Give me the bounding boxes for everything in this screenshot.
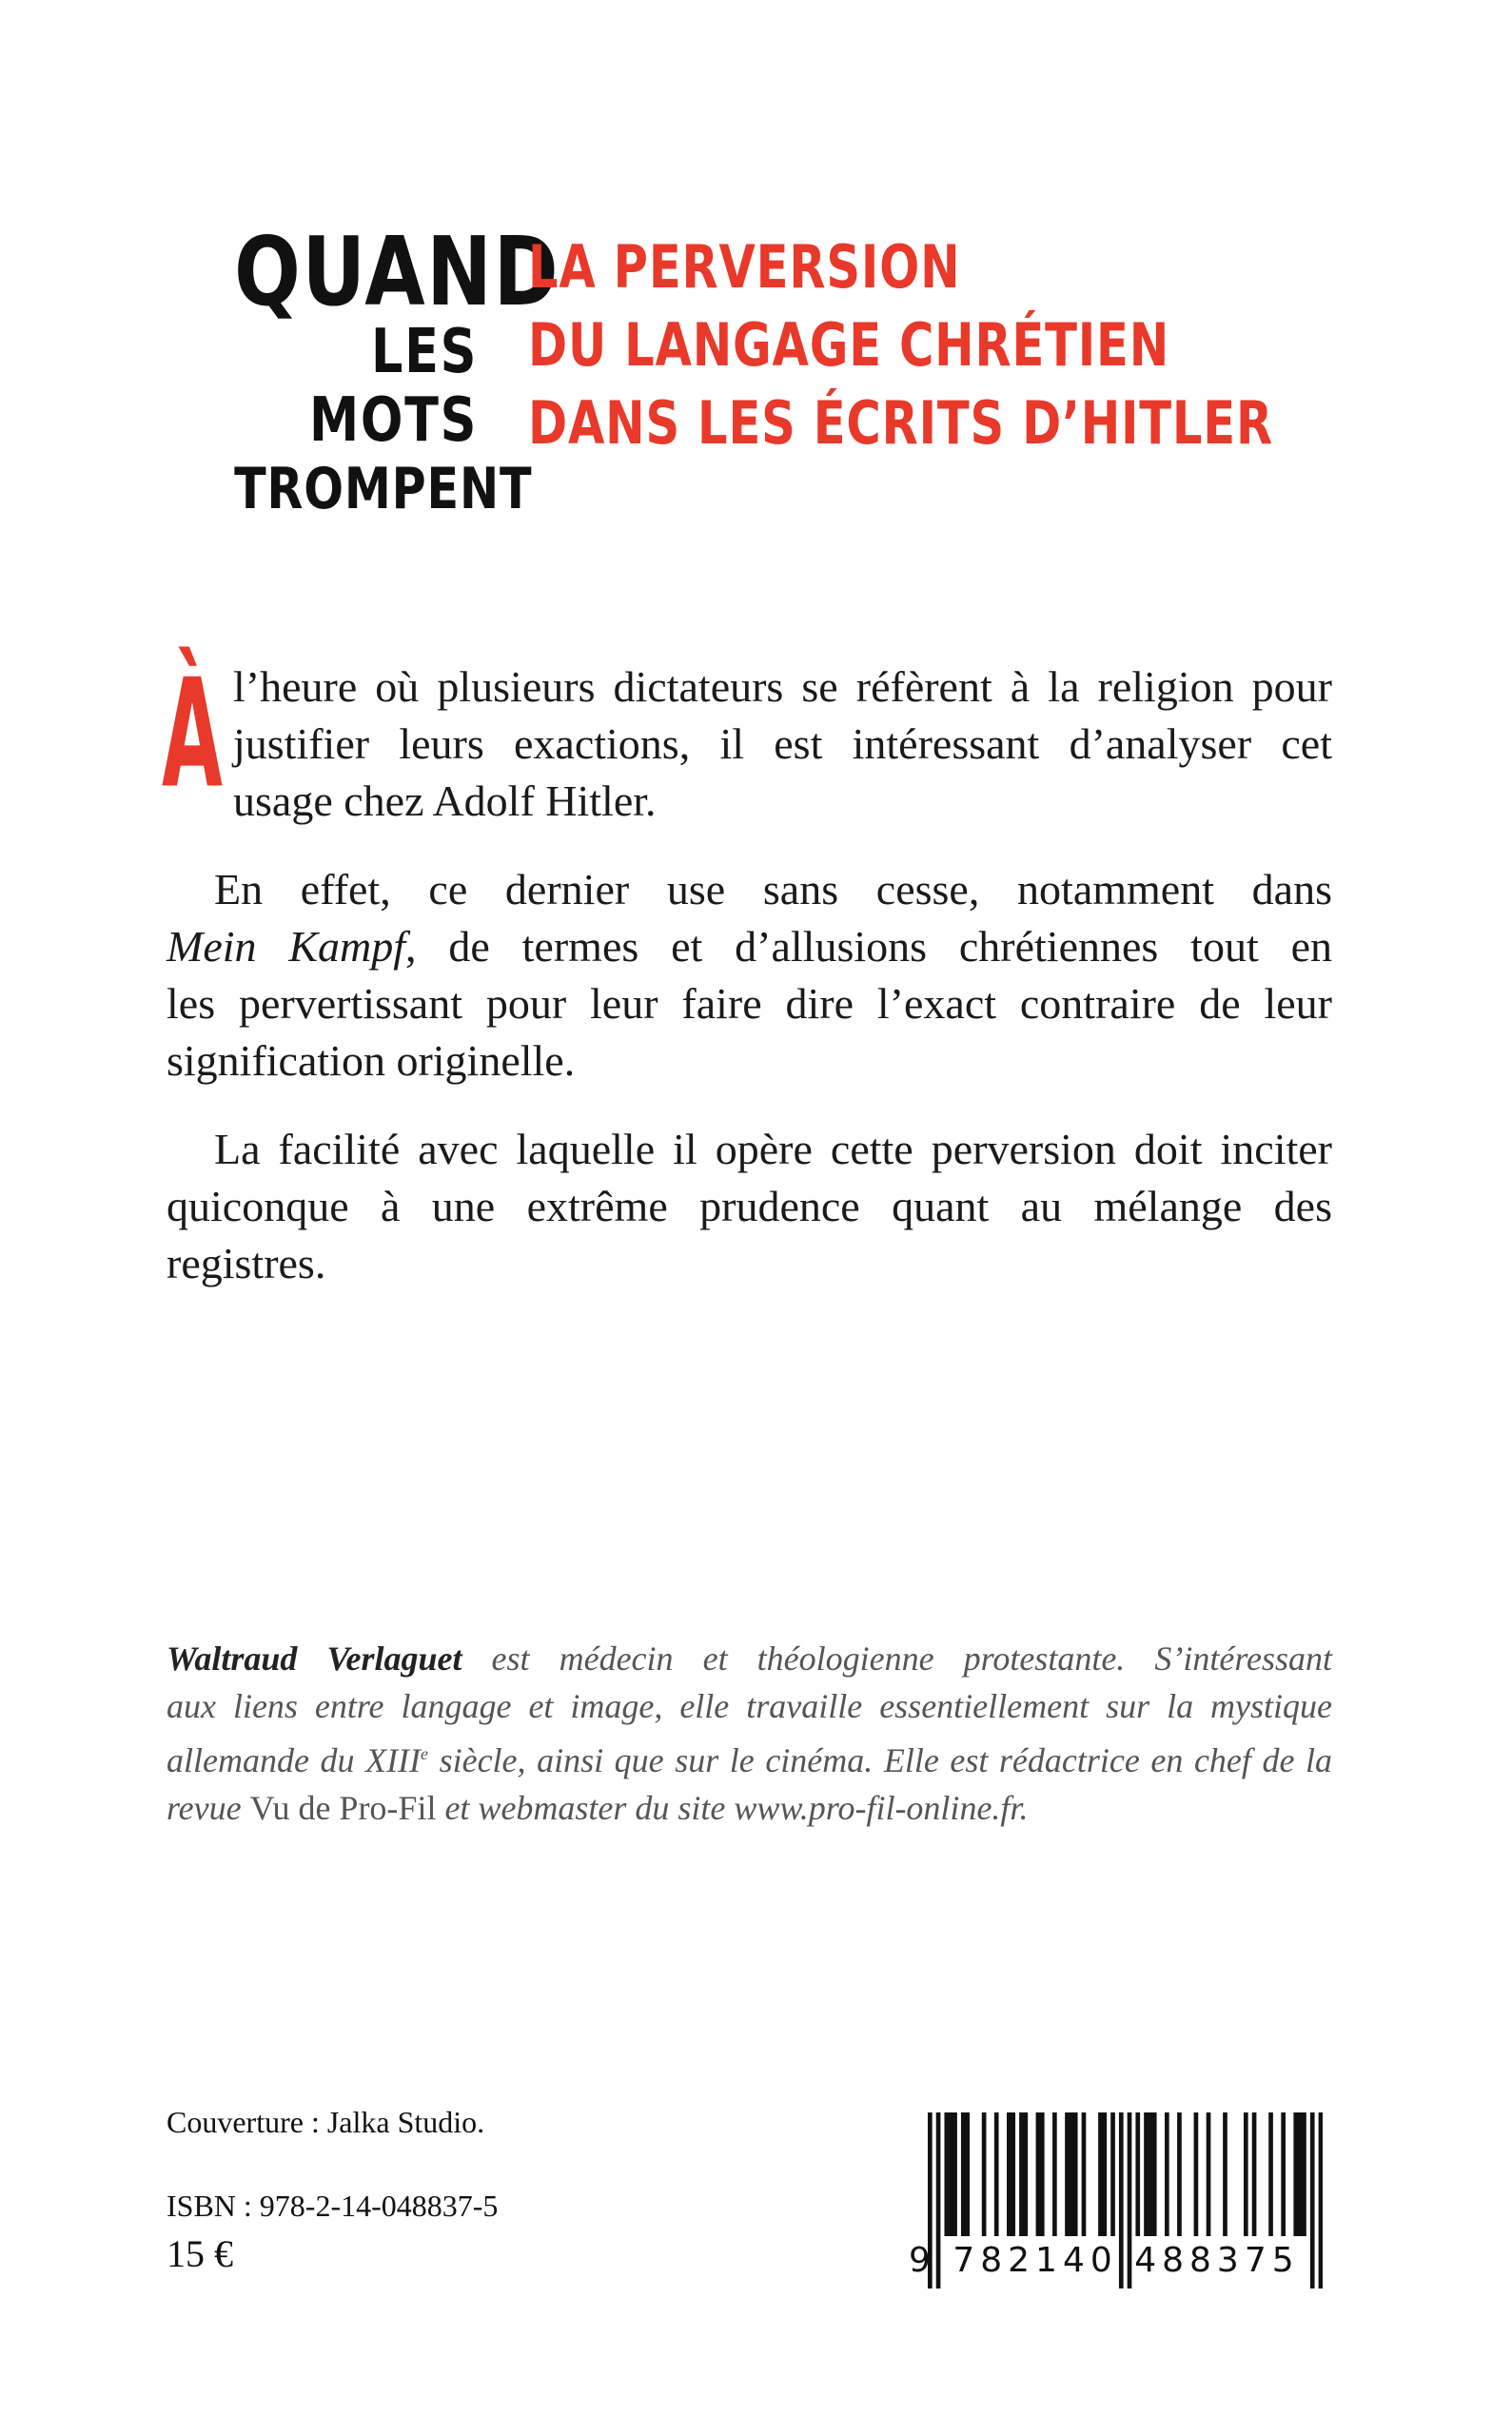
- bio-line-4-a: revue: [167, 1789, 250, 1827]
- blurb-p2-line-1: En effet, ce dernier use sans cesse, notamment dans: [214, 865, 1332, 913]
- subtitle-line-3: DANS LES ÉCRITS D’HITLER: [528, 388, 1273, 458]
- blurb-p1-line-2: justifier leurs exactions, il est intéressant d’analyser cet: [233, 719, 1332, 768]
- barcode-bar: [1070, 2112, 1074, 2236]
- barcode-bar: [1098, 2112, 1103, 2236]
- barcode-bar: [1073, 2112, 1078, 2236]
- blurb-p1-line-3: usage chez Adolf Hitler.: [233, 776, 657, 825]
- barcode-bar: [1052, 2112, 1057, 2236]
- blurb-p2-line-3: les pervertissant pour leur faire dire l’exact contraire de leur: [167, 979, 1332, 1028]
- barcode-bar: [961, 2112, 966, 2236]
- title-left-line-1: QUAND: [234, 216, 560, 327]
- bio-line-4-b: et webmaster du site www.pro-fil-online.fr.: [436, 1789, 1029, 1827]
- barcode-bar: [1135, 2112, 1140, 2236]
- blurb-paragraph-2: [167, 861, 1332, 1090]
- subtitle-block: [528, 228, 1384, 462]
- barcode-bar: [1019, 2112, 1024, 2236]
- blurb-p3-line-3: registres.: [167, 1239, 326, 1287]
- barcode-bar: [944, 2112, 949, 2236]
- barcode-bar: [1152, 2112, 1157, 2236]
- bio-line-1: [167, 1635, 1332, 1682]
- barcode-bar: [949, 2112, 953, 2236]
- barcode-bar: [982, 2112, 987, 2236]
- drop-cap: À: [162, 647, 223, 822]
- blurb-p3-line-1: La facilité avec laquelle il opère cette perversion doit inciter: [214, 1125, 1332, 1173]
- cover-credits: Couverture : Jalka Studio.: [167, 2105, 485, 2139]
- bio-line-3-a: allemande du XIII: [167, 1741, 422, 1779]
- barcode-bar: [1007, 2112, 1011, 2236]
- barcode-bar: [1252, 2112, 1257, 2236]
- barcode-bar: [1281, 2112, 1286, 2236]
- barcode-bar: [1268, 2112, 1273, 2236]
- blurb-p2-line-2: [167, 918, 1332, 975]
- barcode-bar: [1223, 2112, 1227, 2236]
- blurb-paragraph-1: [167, 658, 1332, 830]
- blurb-p2-line-4: signification originelle.: [167, 1036, 576, 1085]
- barcode-bar: [1082, 2112, 1087, 2236]
- book-title-mein-kampf: Mein Kampf: [167, 922, 406, 971]
- barcode-bar: [1065, 2112, 1070, 2236]
- barcode-bar: [1244, 2112, 1248, 2236]
- bio-line-4: [167, 1784, 1332, 1832]
- blurb-paragraph-3: [167, 1121, 1332, 1292]
- price: 15 €: [167, 2232, 233, 2275]
- barcode-bar: [1144, 2112, 1149, 2236]
- barcode-bar: [1110, 2112, 1115, 2236]
- barcode-bar: [1194, 2112, 1199, 2236]
- barcode-bar: [1023, 2112, 1028, 2236]
- barcode-bar: [1298, 2112, 1303, 2236]
- title-left-block: [181, 216, 560, 523]
- barcode-bar: [1165, 2112, 1169, 2236]
- barcode-bar: [1149, 2112, 1153, 2236]
- bio-line-3: [167, 1730, 1332, 1784]
- barcode-bar: [1036, 2112, 1041, 2236]
- barcode-bar: [952, 2112, 957, 2236]
- barcode-bar: [1011, 2112, 1015, 2236]
- blurb-p3-line-2: quiconque à une extrême prudence quant au mélange des: [167, 1182, 1332, 1230]
- barcode-number: 9 782140 488375: [909, 2241, 1300, 2280]
- barcode-bar: [1293, 2112, 1298, 2236]
- bio-line-1-rest: est médecin et théologienne protestante. S’intéressant: [461, 1640, 1333, 1678]
- author-bio: [167, 1635, 1332, 1832]
- subtitle-line-1: LA PERVERSION: [528, 232, 961, 302]
- blurb-p2-line-2-rest: , de termes et d’allusions chrétiennes tout en: [405, 922, 1332, 971]
- barcode-bar: [1177, 2112, 1182, 2236]
- bio-line-2: aux liens entre langage et image, elle travaille essentiellement sur la mystique: [167, 1687, 1332, 1725]
- isbn: ISBN : 978-2-14-048837-5: [167, 2189, 499, 2223]
- title-left-line-3: TROMPENT: [234, 456, 533, 522]
- author-name: Waltraud Verlaguet: [167, 1640, 462, 1678]
- barcode-bar: [965, 2112, 970, 2236]
- barcode-bar: [1207, 2112, 1211, 2236]
- barcode-bar: [1319, 2112, 1323, 2288]
- journal-title: Vu de Pro-Fil: [249, 1789, 437, 1827]
- bio-line-3-b: siècle, ainsi que sur le cinéma. Elle est rédactrice en chef de la: [428, 1741, 1332, 1779]
- blurb-p1-line-1: l’heure où plusieurs dictateurs se réfèrent à la religion pour: [233, 662, 1332, 711]
- title-left-line-2: LES MOTS: [309, 317, 478, 456]
- bio-century-sup: e: [421, 1744, 429, 1763]
- barcode-bar: [1040, 2112, 1045, 2236]
- barcode-bar: [1102, 2112, 1107, 2236]
- subtitle-line-2: DU LANGAGE CHRÉTIEN: [528, 310, 1170, 380]
- barcode-bar: [994, 2112, 999, 2236]
- barcode-bar: [1310, 2112, 1315, 2288]
- barcode-bar: [1302, 2112, 1306, 2236]
